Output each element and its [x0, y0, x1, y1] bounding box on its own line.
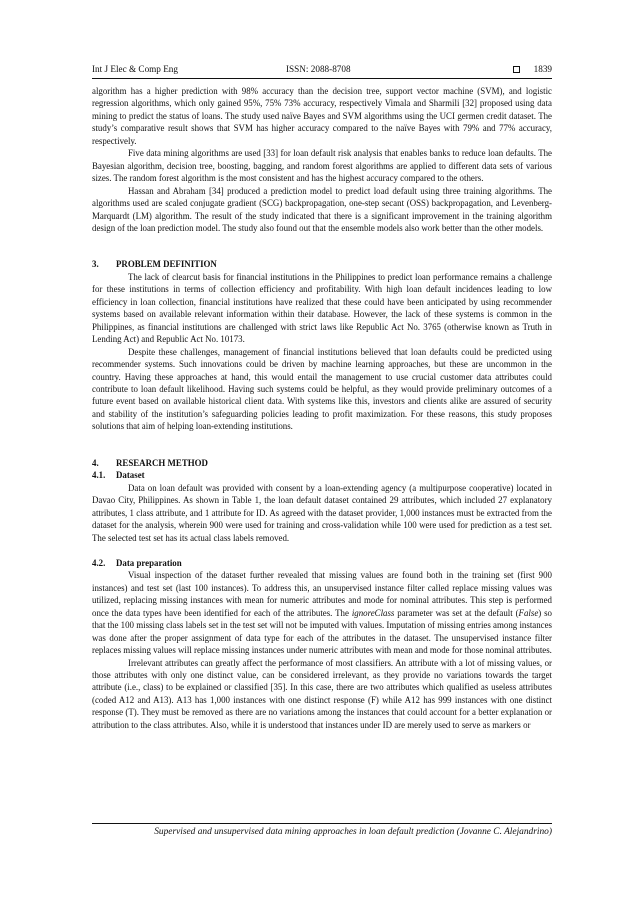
- section-title: RESEARCH METHOD: [116, 457, 208, 468]
- paragraph: Five data mining algorithms are used [33] for loan default risk analysis that enables banks to reduce loan defaults. The Bayesian algorithm, decision tree, boosting, bagging, and random forest algorithms are applied to different data sets of various sizes. The random forest algorithm is the most consistent and has the highest accuracy compared to the others.: [92, 148, 552, 184]
- spacer: [92, 544, 552, 557]
- paragraph: algorithm has a higher prediction with 98% accuracy than the decision tree, support vector machine (SVM), and logistic regression algorithms, which only gained 95%, 75% 73% accuracy, respectively Vimala and Sharmili [32] proposed using data mining to predict the status of loans. The study used naïve Bayes and SVM algorithms using the UCI germen credit dataset. The study’s comparative result shows that SVM has higher accuracy compared to the naïve Bayes with 79% and 77% accuracy, respectively.: [92, 86, 552, 146]
- subsection-title: Data preparation: [116, 557, 182, 568]
- journal-name: Int J Elec & Comp Eng: [92, 64, 178, 74]
- section-heading: [92, 457, 552, 469]
- section-heading: [92, 258, 552, 270]
- subsection-number: 4.2.: [92, 557, 106, 568]
- subsection-heading: [92, 469, 552, 481]
- page-number-group: [513, 62, 552, 76]
- body-text: [92, 85, 552, 731]
- subsection-title: Dataset: [116, 470, 145, 481]
- section-number: 4.: [92, 457, 99, 468]
- paragraph: Irrelevant attributes can greatly affect the performance of most classifiers. An attribute with a lot of missing values, or those attributes with only one distinct value, can be considered irrelevant, as they provide no variations towards the target attribute (i.e., class) to be explained or classified [35]. In this case, there are two attributes which qualified as useless attributes (coded A12 and A13). A13 has 1,000 instances with one distinct response (F) while A12 has 999 instances with one distinct response (T). They must be removed as there are no variations among the instances that could account for a better explanation or attribution to the class attributes. Also, while it is understood that instances under ID are merely used to serve as markers or: [92, 657, 552, 730]
- checkbox-square-icon: [513, 66, 520, 73]
- paragraph: The lack of clearcut basis for financial institutions in the Philippines to predict loan performance remains a challenge for these institutions in terms of collection efficiency and profitability. With high loan default incidences leading to low efficiency in loan collection, financial institutions have realized that these could have been anticipated by using recommender systems based on available relevant information within their database. However, the lack of these systems is common in the Philippines, as financial institutions are challenged with strict laws like Republic Act No. 3765 (otherwise known as Truth in Lending Act) and Republic Act No. 10173.: [92, 271, 552, 345]
- spacer: [92, 433, 552, 457]
- running-header: [92, 62, 552, 76]
- emphasis: ignoreClass: [351, 607, 395, 618]
- section-title: PROBLEM DEFINITION: [116, 259, 217, 270]
- running-footer: Supervised and unsupervised data mining approaches in loan default prediction (Jovanne C. Alejandrino): [154, 827, 552, 837]
- paragraph: Data on loan default was provided with consent by a loan-extending agency (a multipurpose cooperative) located in Davao City, Philippines. As shown in Table 1, the loan default dataset contained 29 attributes, which included 27 explanatory attributes, 1 class attribute, and 1 attribute for ID. As agreed with the dataset provider, 1,000 instances must be extracted from the dataset for the analysis, wherein 900 were used for training and cross-validation while 100 were used for prediction as a test set. The selected test set has its actual class labels removed.: [92, 482, 552, 543]
- paragraph: [92, 569, 552, 656]
- paragraph: Despite these challenges, management of financial institutions believed that loan defaults could be predicted using recommender systems. Such innovations could be driven by machine learning approaches, but these are uncommon in the country. Having these approaches at hand, this would entail the management to use crucial customer data attributes could contribute to loan default likelihood. Having such systems could be helpful, as they would provide preliminary outcomes of a future event based on available historical client data. With systems like this, investors and clients alike are assured of security and stability of the institution’s safeguarding policies leading to profit maximization. For these reasons, this study proposes solutions that aim of helping loan-extending institutions.: [92, 346, 552, 432]
- text-run: Visual inspection of the dataset further revealed that missing values are found both in the training set (first 900 instances) and test set (last 100 instances). To address this, an unsupervised instance filter called replace missing values was utilized, replacing missing instances with mean for numeric attributes and mode for nominal attributes. This step is performed once the data types have been identified for each of the attributes. The: [92, 570, 552, 618]
- page-number: 1839: [533, 64, 552, 74]
- issn: ISSN: 2088-8708: [286, 64, 351, 74]
- spacer: [92, 234, 552, 258]
- section-number: 3.: [92, 259, 99, 270]
- emphasis: False: [518, 607, 539, 618]
- subsection-number: 4.1.: [92, 470, 106, 481]
- header-rule: [92, 78, 552, 79]
- paragraph: Hassan and Abraham [34] produced a prediction model to predict load default using three training algorithms. The algorithms used are scaled conjugate gradient (SCG) backpropagation, one-step secant (OSS) backpropagation, and Levenberg-Marquardt (LM) algorithm. The result of the study indicated that there is a significant improvement in the training algorithm design of the loan prediction model. The study also found out that the ensemble models also work better than the other models.: [92, 185, 552, 233]
- text-run: ) so that the 100 missing class labels set in the test set will not be imputed with values. Imputation of missing entries among instances was done after the proper assignment of data type for each of the attributes in the dataset. The unsupervised instance filter replaces missing values will replace missing instances under numeric attributes with mean and mode for those nominal attributes.: [92, 607, 552, 656]
- subsection-heading: [92, 557, 552, 569]
- text-run: parameter was set at the default (: [394, 607, 519, 618]
- footer-rule: [92, 823, 552, 824]
